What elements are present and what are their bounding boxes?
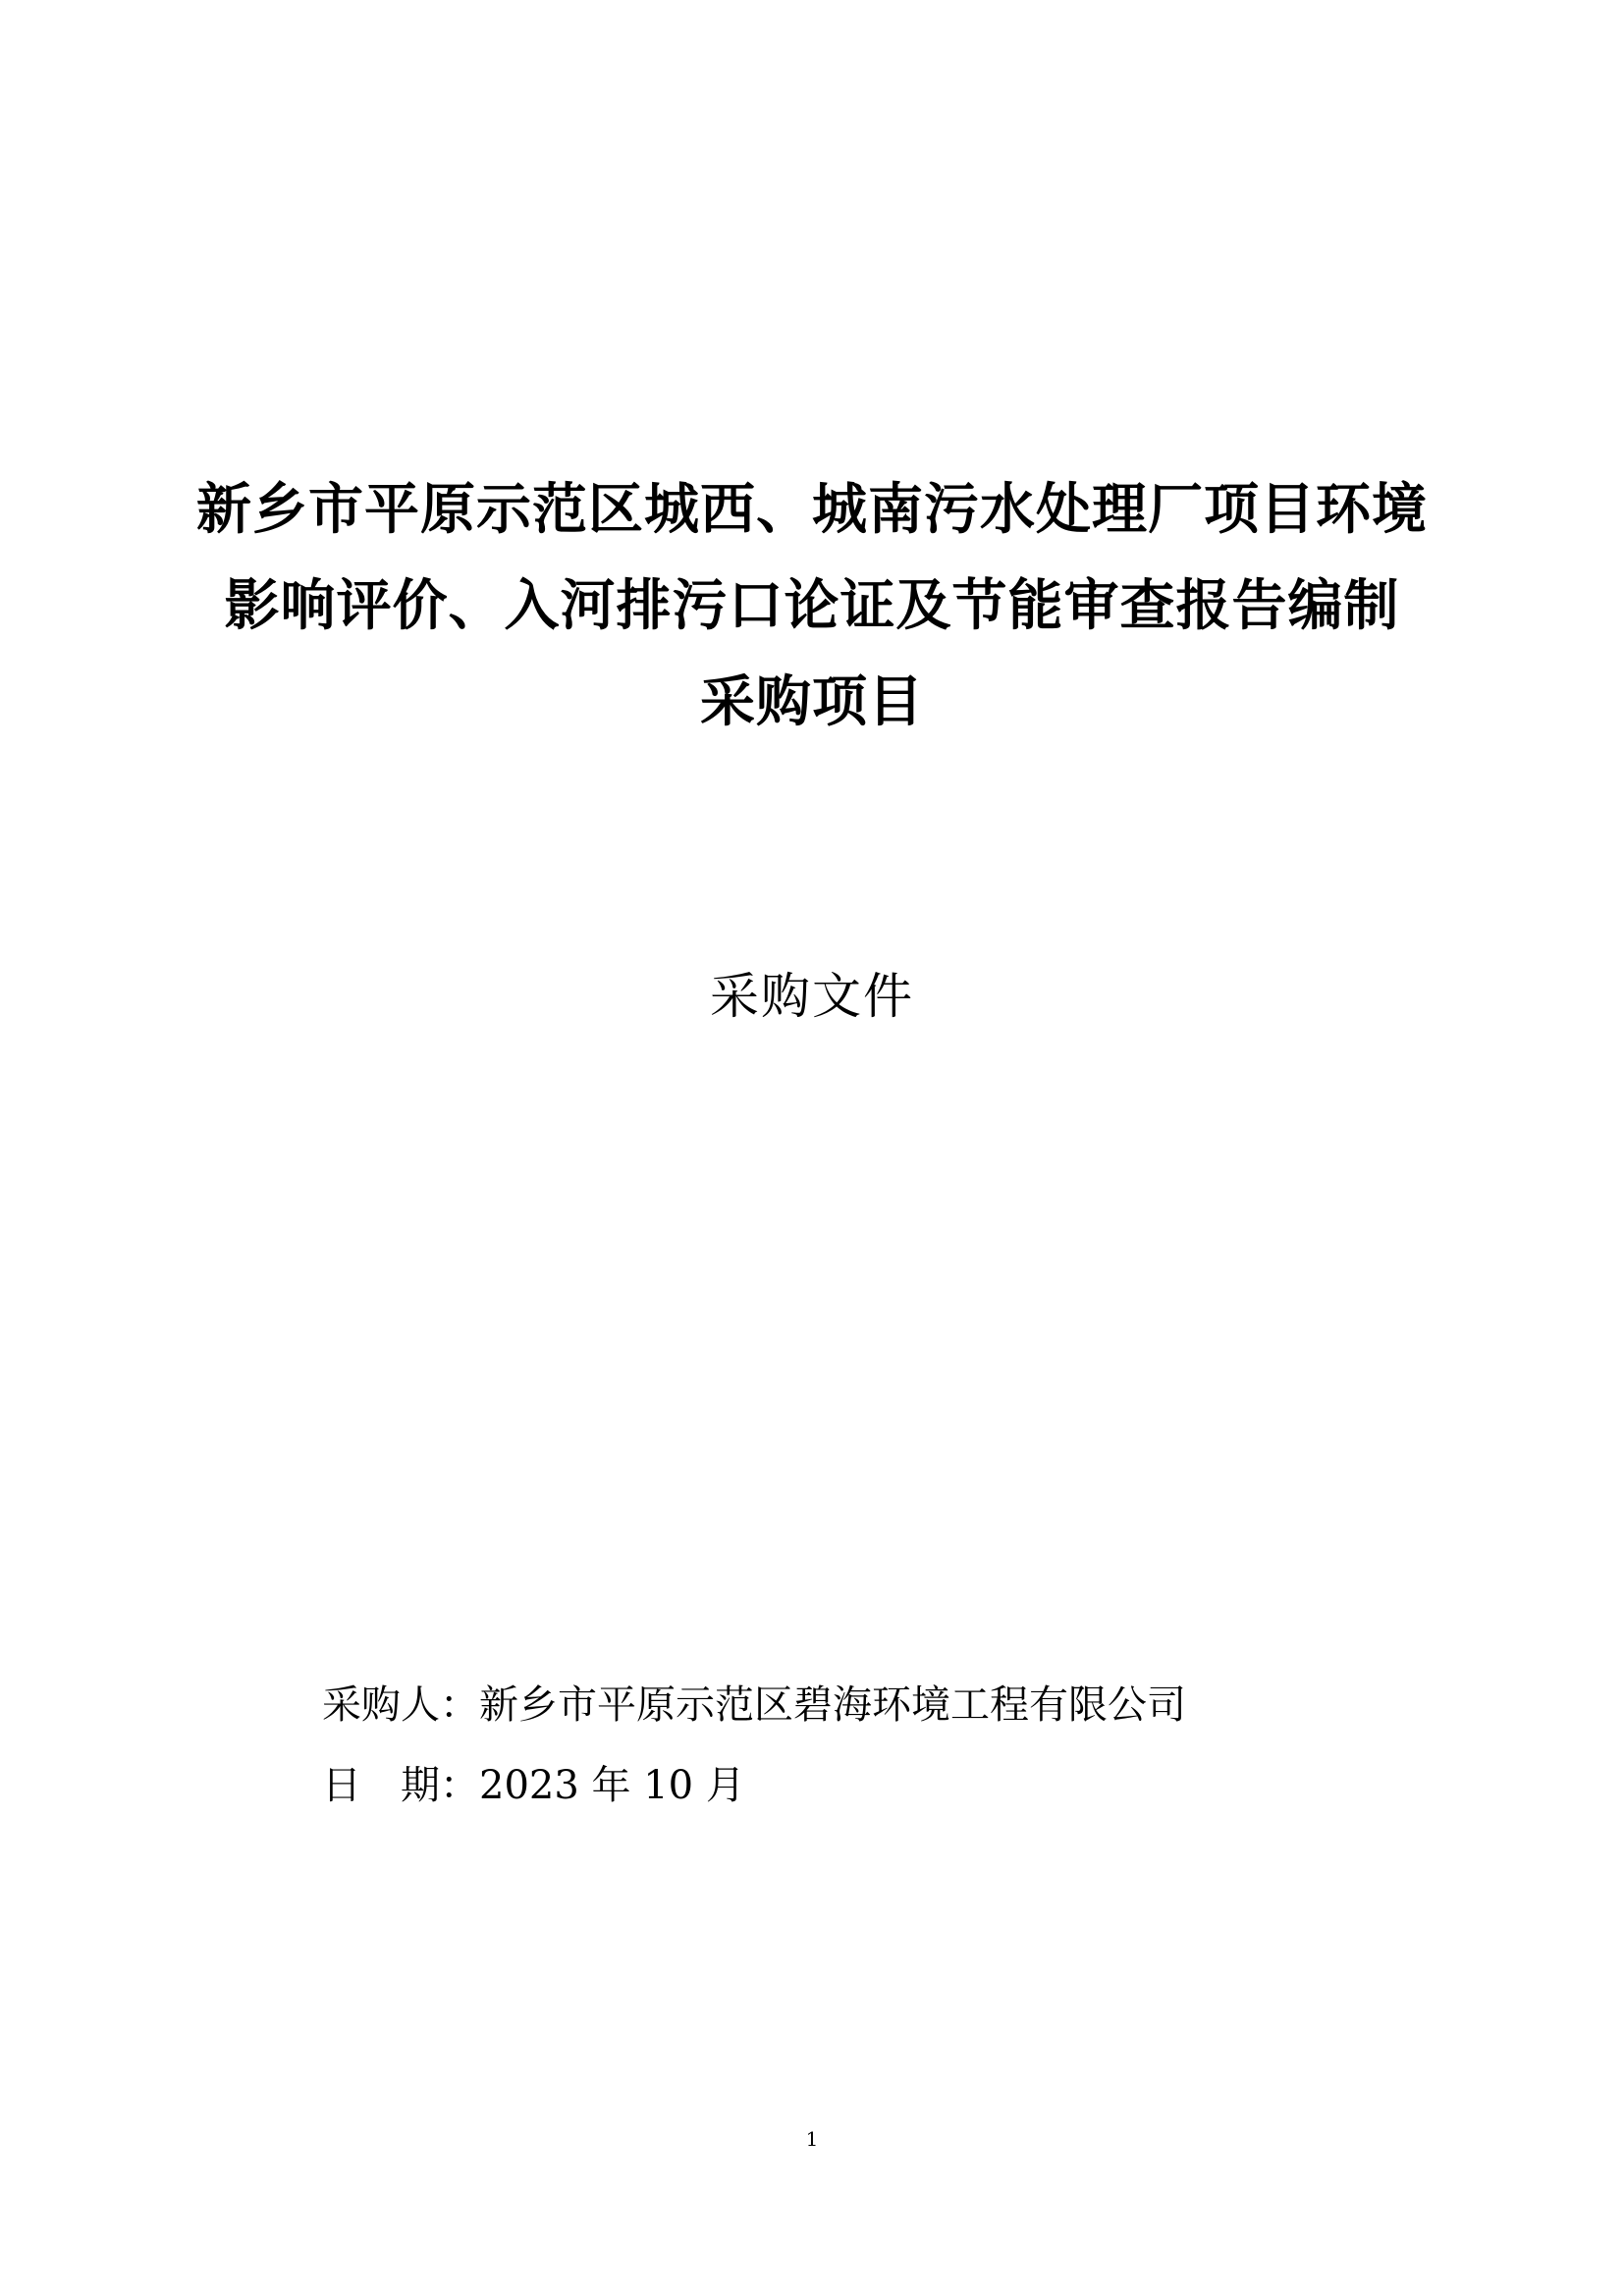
- purchaser-value: 新乡市平原示范区碧海环境工程有限公司: [479, 1682, 1186, 1728]
- document-title: [0, 461, 1624, 750]
- page-number: 1: [805, 2127, 819, 2151]
- document-type: 采购文件: [710, 968, 914, 1025]
- purchaser-label: 采购人：: [322, 1682, 479, 1728]
- date-label-second: 期：: [401, 1763, 479, 1808]
- date-row: [322, 1745, 1186, 1826]
- purchaser-row: [322, 1665, 1186, 1745]
- title-line-1: 新乡市平原示范区城西、城南污水处理厂项目环境: [196, 477, 1428, 542]
- date-label-first: 日: [322, 1763, 361, 1808]
- title-line-3: 采购项目: [700, 669, 924, 734]
- document-info-block: [322, 1665, 1186, 1826]
- date-value: 2023 年 10 月: [479, 1763, 745, 1808]
- title-line-2: 影响评价、入河排污口论证及节能审查报告编制: [224, 573, 1400, 638]
